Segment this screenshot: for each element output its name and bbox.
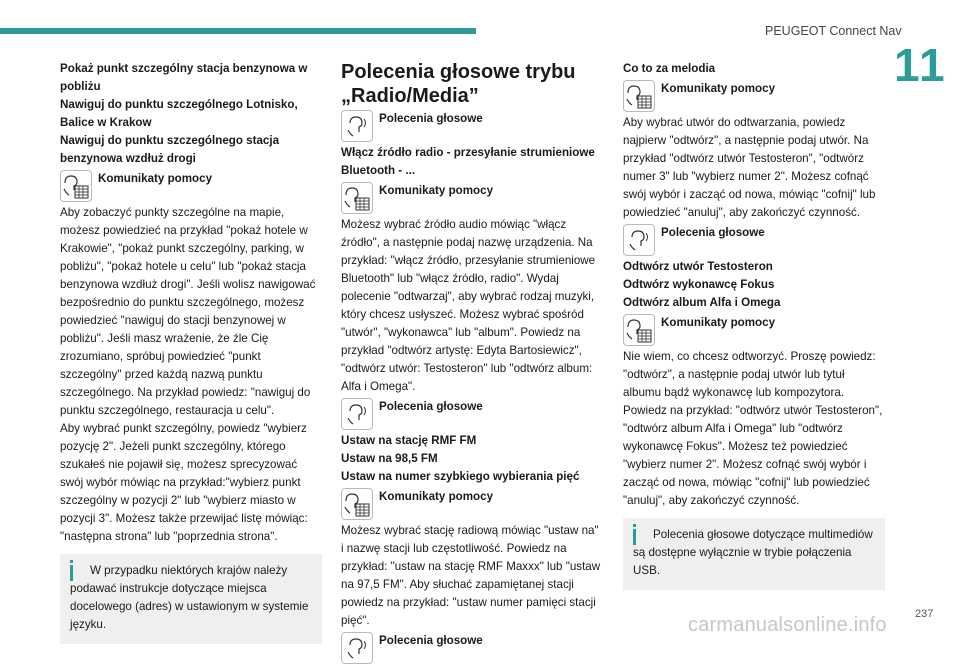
info-note-text: Polecenia głosowe dotyczące multimediów są dostępne wyłącznie w trybie połączenia USB. (633, 528, 873, 577)
help-messages-row (623, 80, 885, 112)
voice-commands-row (341, 632, 603, 664)
voice-commands-label: Polecenia głosowe (379, 400, 483, 413)
help-text: Możesz wybrać stację radiową mówiąc "ustaw na" i nazwę stacji lub częstotliwość. Powiedz na przykład: "ustaw na stację RMF Maxxx" lub "ustaw na 97,5 FM". Aby słuchać zapamiętanej stacji powiedz na przykład: "ustaw numer pamięci stacji pięć". (341, 524, 601, 627)
help-text: Nie wiem, co chcesz odtworzyć. Proszę powiedz: "odtwórz", a następnie podaj utwór lub tytuł albumu bądź wykonawcę lub kompozytora. Powiedz na przykład: "odtwórz utwór Testosteron", "odtwórz album Alfa i Omega" lub "odtwórz wykonawcę Fokus". Możesz też powiedzieć "wybierz numer 2". Możesz cofnąć swój wybór i zacząć od nowa, mówiąc "cofnij" lub powiedzieć "anuluj", aby zakończyć czynność. (623, 350, 883, 507)
command-text: Nawiguj do punktu szczególnego stacja benzynowa wzdłuż drogi (60, 134, 280, 165)
column-2 (341, 60, 603, 666)
voice-commands-label: Polecenia głosowe (379, 634, 483, 647)
command-text: Ustaw na numer szybkiego wybierania pięć (341, 470, 580, 483)
command-text: Odtwórz wykonawcę Fokus (623, 278, 775, 291)
voice-commands-label: Polecenia głosowe (379, 112, 483, 125)
voice-command-icon (341, 110, 373, 142)
help-voice-icon (60, 170, 92, 202)
voice-commands-row (341, 398, 603, 430)
command-text: Odtwórz utwór Testosteron (623, 260, 773, 273)
voice-command-icon (623, 224, 655, 256)
column-1 (60, 60, 322, 644)
help-messages-label: Komunikaty pomocy (379, 490, 494, 503)
voice-command-icon (341, 398, 373, 430)
info-note-text: W przypadku niektórych krajów należy podawać instrukcje dotyczące miejsca docelowego (adres) w ustawionym w systemie języku. (70, 564, 309, 631)
command-text: Pokaż punkt szczególny stacja benzynowa w pobliżu (60, 62, 308, 93)
help-messages-row (623, 314, 885, 346)
voice-commands-row (341, 110, 603, 142)
command-text: Nawiguj do punktu szczególnego Lotnisko, Balice w Krakow (60, 98, 298, 129)
help-messages-row (60, 170, 322, 202)
help-voice-icon (623, 314, 655, 346)
help-voice-icon (341, 182, 373, 214)
section-heading: Polecenia głosowe trybu „Radio/Media” (341, 61, 576, 107)
chapter-number: 11 (894, 39, 947, 91)
help-text: Aby wybrać utwór do odtwarzania, powiedz najpierw "odtwórz", a następnie podaj utwór. Na przykład "odtwórz utwór Testosteron", "odtwórz numer 3" lub "wybierz numer 2". Możesz cofnąć swój wybór i zacząć od nowa, mówiąc "cofnij" lub powiedzieć "anuluj", aby zakończyć czynność. (623, 116, 876, 219)
command-text: Ustaw na 98,5 FM (341, 452, 438, 465)
voice-command-icon (341, 632, 373, 664)
header-accent-bar (0, 28, 476, 34)
help-text: Aby wybrać punkt szczególny, powiedz "wybierz pozycję 2". Jeżeli punkt szczególny, którego szukałeś nie pojawił się, możesz sprecyzować swój wybór mówiąc na przykład:"wybierz punkt szczególny w pozycji 2" lub "wybierz miasto w pozycji 3". Możesz także przewijać listę mówiąc: "następna strona" lub "poprzednia strona". (60, 422, 308, 543)
voice-commands-row (623, 224, 885, 256)
help-text: Możesz wybrać źródło audio mówiąc "włącz źródło", a następnie podaj nazwę urządzenia. Na przykład: "włącz źródło, przesyłanie strumieniowe Bluetooth" lub "włącz źródło, radio". Wydaj polecenie "odtwarzaj", aby wybrać rodzaj muzyki, który chcesz usłyszeć. Możesz wybrać spośród "utwór", "wykonawca" lub "album". Powiedz na przykład "odtwórz artystę: Edyta Bartosiewicz", "odtwórz utwór: Testosteron" lub "odtwórz album: Alfa i Omega". (341, 218, 596, 393)
column-3 (623, 60, 885, 590)
help-messages-label: Komunikaty pomocy (98, 172, 213, 185)
help-messages-label: Komunikaty pomocy (661, 82, 776, 95)
command-text: Odtwórz album Alfa i Omega (623, 296, 781, 309)
page-number: 237 (915, 608, 934, 620)
help-messages-label: Komunikaty pomocy (379, 184, 494, 197)
info-icon (70, 565, 73, 581)
command-text: Co to za melodia (623, 62, 716, 75)
help-voice-icon (341, 488, 373, 520)
help-text: Aby zobaczyć punkty szczególne na mapie, możesz powiedzieć na przykład "pokaż hotele w Krakowie", "pokaż punkt szczególny, parking, w pobliżu", "pokaż hotele u celu" lub "pokaż stacja benzynowa wzdłuż drogi". Jeśli wolisz nawigować bezpośrednio do punktu szczególnego, możesz powiedzieć "nawiguj do stacji benzynowej w pobliżu". Jeśli masz wrażenie, że źle Cię zrozumiano, spróbuj powiedzieć "punkt szczególny" przed każdą nazwą punktu szczególnego. Na przykład powiedz: "nawiguj do punktu szczególnego, restauracja u celu". (60, 206, 316, 417)
info-note (623, 518, 885, 590)
help-voice-icon (623, 80, 655, 112)
header-title: PEUGEOT Connect Nav (765, 24, 902, 38)
voice-commands-label: Polecenia głosowe (661, 226, 765, 239)
info-note (60, 554, 322, 644)
help-messages-row (341, 182, 603, 214)
help-messages-row (341, 488, 603, 520)
watermark: carmanualsonline.info (688, 614, 887, 636)
info-icon (633, 529, 636, 545)
command-text: Włącz źródło radio - przesyłanie strumieniowe Bluetooth - ... (341, 146, 595, 177)
command-text: Ustaw na stację RMF FM (341, 434, 477, 447)
help-messages-label: Komunikaty pomocy (661, 316, 776, 329)
